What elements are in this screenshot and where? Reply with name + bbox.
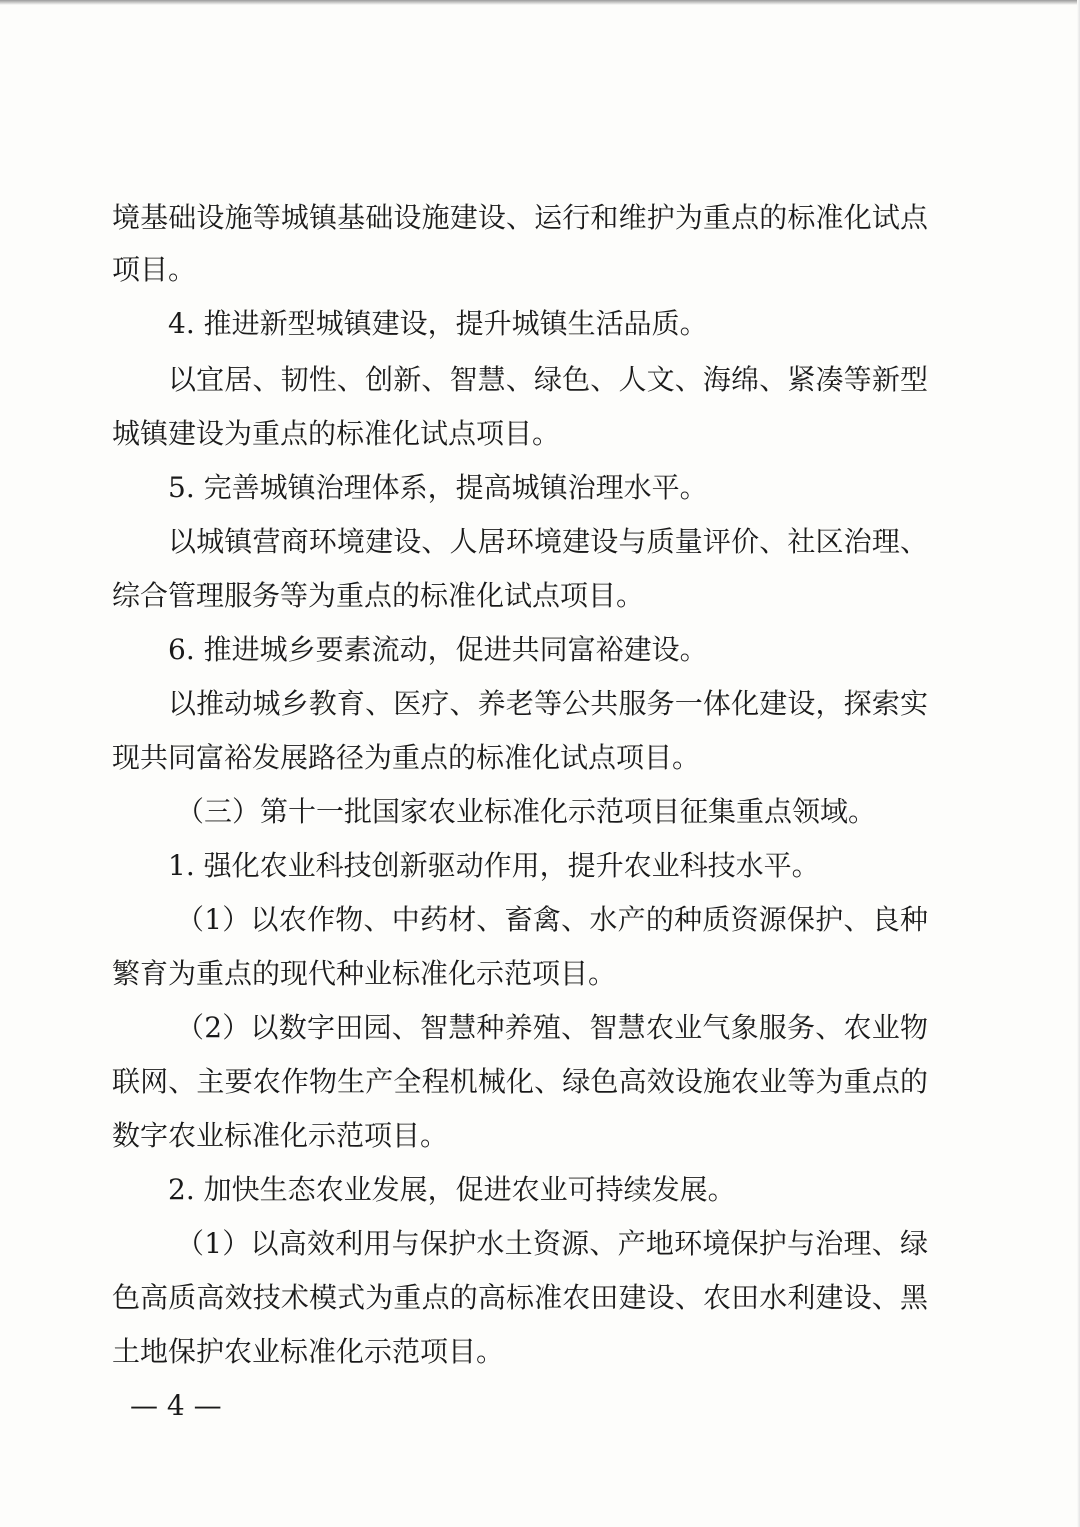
paragraph-line: 城镇建设为重点的标准化试点项目。	[112, 417, 561, 450]
paragraph-line: （1）以农作物、中药材、畜禽、水产的种质资源保护、良种	[176, 903, 928, 936]
paragraph-line: 色高质高效技术模式为重点的高标准农田建设、农田水利建设、黑	[112, 1281, 928, 1314]
paragraph-line: 数字农业标准化示范项目。	[112, 1119, 449, 1152]
paragraph-line: 境基础设施等城镇基础设施建设、运行和维护为重点的标准化试点	[112, 201, 928, 234]
section-heading: 5. 完善城镇治理体系，提高城镇治理水平。	[168, 471, 708, 504]
section-heading: 6. 推进城乡要素流动，促进共同富裕建设。	[168, 633, 708, 666]
paragraph-line: （1）以高效利用与保护水土资源、产地环境保护与治理、绿	[176, 1227, 928, 1260]
paragraph-line: 以城镇营商环境建设、人居环境建设与质量评价、社区治理、	[168, 525, 928, 558]
section-heading: （三）第十一批国家农业标准化示范项目征集重点领域。	[176, 795, 877, 828]
section-heading: 1. 强化农业科技创新驱动作用，提升农业科技水平。	[168, 849, 820, 882]
paragraph-line: （2）以数字田园、智慧种养殖、智慧农业气象服务、农业物	[176, 1011, 928, 1044]
paragraph-line: 以推动城乡教育、医疗、养老等公共服务一体化建设，探索实	[168, 687, 928, 720]
section-heading: 4. 推进新型城镇建设，提升城镇生活品质。	[168, 307, 708, 340]
paragraph-line: 项目。	[112, 253, 197, 286]
paragraph-line: 现共同富裕发展路径为重点的标准化试点项目。	[112, 741, 701, 774]
paragraph-line: 土地保护农业标准化示范项目。	[112, 1335, 505, 1368]
scan-top-edge	[0, 0, 1080, 5]
paragraph-line: 以宜居、韧性、创新、智慧、绿色、人文、海绵、紧凑等新型	[168, 363, 928, 396]
section-heading: 2. 加快生态农业发展，促进农业可持续发展。	[168, 1173, 736, 1206]
paragraph-line: 繁育为重点的现代种业标准化示范项目。	[112, 957, 617, 990]
page-number: — 4 —	[130, 1389, 222, 1422]
paragraph-line: 联网、主要农作物生产全程机械化、绿色高效设施农业等为重点的	[112, 1065, 928, 1098]
paragraph-line: 综合管理服务等为重点的标准化试点项目。	[112, 579, 645, 612]
